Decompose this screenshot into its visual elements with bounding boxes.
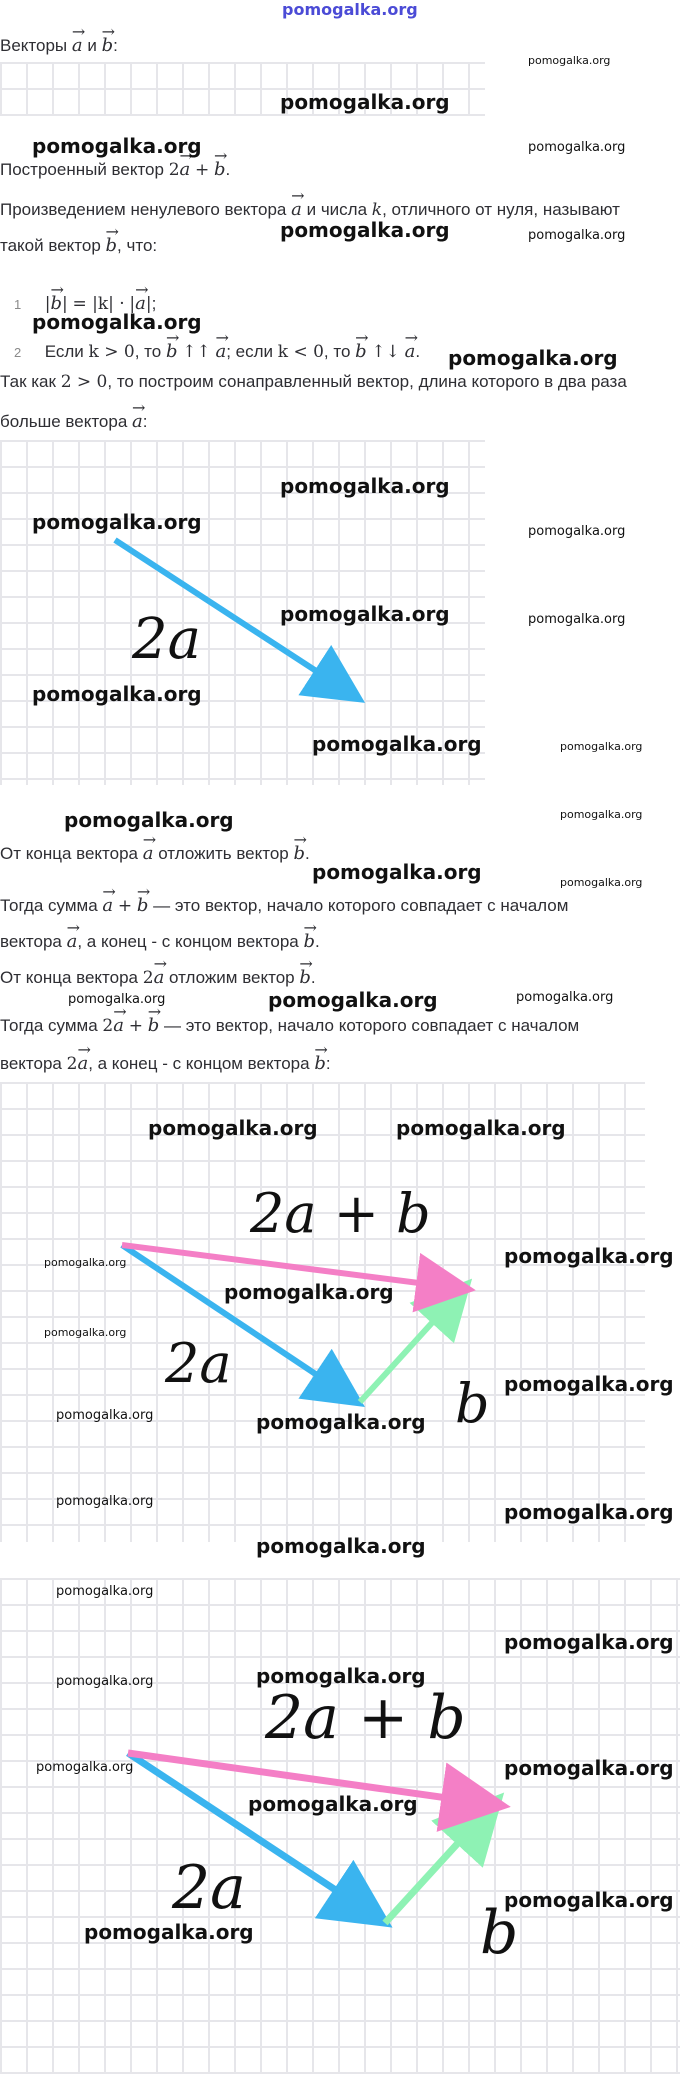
watermark: pomogalka.org (560, 808, 643, 821)
constructed-text: Построенный вектор (0, 160, 164, 179)
watermark: pomogalka.org (44, 1326, 127, 1339)
watermark: pomogalka.org (504, 1888, 674, 1912)
and-word: и (87, 36, 97, 55)
watermark: pomogalka.org (36, 1760, 134, 1775)
vector-a: → a (72, 30, 83, 58)
watermark: pomogalka.org (504, 1756, 674, 1780)
watermark: pomogalka.org (560, 876, 643, 889)
watermark: pomogalka.org (280, 474, 450, 498)
watermark: pomogalka.org (504, 1630, 674, 1654)
watermark: pomogalka.org (280, 90, 450, 114)
figure-2-label-sum: 2a + b (250, 1182, 431, 1245)
watermark: pomogalka.org (504, 1244, 674, 1268)
list-then2-text: , то (323, 342, 351, 361)
list-if-text: Если (44, 342, 84, 361)
then-sum2-text-1: Тогда сумма (0, 1016, 98, 1035)
vector-b: → b (214, 154, 226, 182)
watermark: pomogalka.org (44, 1256, 127, 1269)
vector-b: → b (106, 230, 118, 258)
definition-text-2: и числа (306, 200, 368, 219)
vector-b: → b (293, 838, 305, 866)
watermark: pomogalka.org (448, 346, 618, 370)
list-then-text: , то (134, 342, 162, 361)
watermark: pomogalka.org (32, 682, 202, 706)
put-b2-text: отложим вектор (169, 968, 295, 987)
watermark: pomogalka.org (528, 140, 626, 155)
definition-line-2 (0, 230, 157, 258)
from-end-2a-text: От конца вектора (0, 968, 139, 987)
definition-text-3: , отличного от нуля, называют (382, 200, 620, 219)
watermark: pomogalka.org (56, 1408, 154, 1423)
watermark: pomogalka.org (312, 732, 482, 756)
watermark: pomogalka.org (84, 1920, 254, 1944)
vectors-intro-line: Векторы → a и → b: (0, 30, 118, 58)
vector-a: → a (102, 890, 113, 918)
list-number-2: 2 (14, 345, 22, 360)
vector-b-arrow (385, 1808, 490, 1923)
vector-a-end-line: вектора → a, а конец - с концом вектора → b. (0, 926, 320, 954)
watermark: pomogalka.org (32, 134, 202, 158)
then-sum-text-1: Тогда сумма (0, 896, 98, 915)
vector-2a-end-text: , а конец - с концом вектора (88, 1054, 310, 1073)
vector-a: → a (291, 194, 302, 222)
since-text-1: Так как (0, 372, 56, 391)
list-item-2 (14, 336, 420, 365)
watermark: pomogalka.org (32, 510, 202, 534)
watermark: pomogalka.org (68, 992, 166, 1007)
watermark: pomogalka.org (224, 1280, 394, 1304)
math-k-gt-0: k > 0 (88, 342, 135, 362)
watermark: pomogalka.org (32, 310, 202, 334)
figure-3-label-2a: 2a (172, 1853, 246, 1923)
vector-b: → b (148, 1010, 160, 1038)
figure-2 (0, 1082, 645, 1542)
math-semicolon: ; (151, 294, 157, 313)
vector-b: → b (50, 288, 62, 316)
watermark: pomogalka.org (56, 1584, 154, 1599)
watermark: pomogalka.org (504, 1500, 674, 1524)
vector-a-end-text: , а конец - с концом вектора (77, 932, 299, 951)
list-number-1: 1 (14, 297, 22, 312)
math-two: 2 (168, 160, 180, 180)
vector-b: → b (299, 962, 311, 990)
since-line-2: больше вектора → a: (0, 406, 148, 434)
vector-b: → b (303, 926, 315, 954)
top-watermark: pomogalka.org (282, 0, 418, 19)
since-text-3: больше вектора (0, 412, 128, 431)
math-two: 2 (66, 1054, 78, 1074)
watermark: pomogalka.org (528, 524, 626, 539)
watermark: pomogalka.org (528, 612, 626, 627)
watermark: pomogalka.org (312, 860, 482, 884)
constructed-line: Построенный вектор 2→ a + → b. (0, 154, 230, 182)
vector-2a-arrow (128, 1753, 375, 1916)
vector-a: → a (132, 406, 143, 434)
vector-b: → b (314, 1048, 326, 1076)
definition-text-5: , что: (117, 236, 158, 255)
since-line-1 (0, 370, 627, 394)
vector-b: → b (137, 890, 149, 918)
math-norm-eq: = |k| · (72, 294, 125, 314)
watermark: pomogalka.org (56, 1494, 154, 1509)
vector-a: → a (405, 336, 416, 364)
vector-b: → b (102, 30, 114, 58)
then-sum2-text-2: — это вектор, начало которого совпадает с началом (163, 1016, 580, 1035)
vector-b: → b (355, 336, 367, 364)
watermark: pomogalka.org (280, 602, 450, 626)
vector-a: → a (180, 154, 191, 182)
vectors-word: Векторы (0, 36, 68, 55)
watermark: pomogalka.org (256, 1534, 426, 1558)
figure-3-label-b: b (480, 1898, 519, 1968)
vector-a: → a (143, 838, 154, 866)
from-end-2a-line: От конца вектора 2→ a отложим вектор → b. (0, 962, 316, 990)
vector-a: → a (154, 962, 165, 990)
watermark: pomogalka.org (560, 740, 643, 753)
list-item-1: 1 |→ b| = |k| · |→ a|; (14, 288, 156, 317)
vector-2a-end-line: вектора 2→ a, а конец - с концом вектора → b: (0, 1048, 331, 1076)
vector-b-arrow (360, 1292, 460, 1402)
watermark: pomogalka.org (56, 1674, 154, 1689)
figure-1-label-2a: 2a (132, 607, 202, 672)
math-two: 2 (102, 1016, 114, 1036)
math-dot: . (415, 342, 421, 361)
vector-a: → a (215, 336, 226, 364)
vector-2a-start-text: вектора (0, 1054, 62, 1073)
math-plus: + (117, 896, 133, 916)
since-text-2: , то построим сонаправленный вектор, длина которого в два раза (107, 372, 627, 391)
definition-text-4: такой вектор (0, 236, 101, 255)
watermark: pomogalka.org (280, 218, 450, 242)
vector-a-start-text: вектора (0, 932, 62, 951)
math-two: 2 (142, 968, 154, 988)
watermark: pomogalka.org (528, 54, 611, 67)
watermark: pomogalka.org (528, 228, 626, 243)
watermark: pomogalka.org (64, 808, 234, 832)
figure-3-label-sum: 2a + b (265, 1683, 466, 1753)
figure-2-label-2a: 2a (165, 1332, 232, 1395)
math-k: k (371, 200, 383, 220)
then-sum2-line-1 (0, 1010, 579, 1038)
vector-a: → a (135, 288, 146, 316)
then-sum-line-1 (0, 890, 568, 918)
watermark: pomogalka.org (256, 1664, 426, 1688)
list-else-text: ; если (226, 342, 274, 361)
definition-text-1: Произведением ненулевого вектора (0, 200, 287, 219)
from-end-a-text: От конца вектора (0, 844, 139, 863)
watermark: pomogalka.org (396, 1116, 566, 1140)
vector-b: → b (166, 336, 178, 364)
math-k-lt-0: k < 0 (277, 342, 324, 362)
vector-a: → a (113, 1010, 124, 1038)
math-parallel-opp: ↑↓ (371, 342, 400, 362)
watermark: pomogalka.org (248, 1792, 418, 1816)
watermark: pomogalka.org (268, 988, 438, 1012)
figure-2-label-b: b (455, 1372, 490, 1435)
math-parallel-same: ↑↑ (182, 342, 211, 362)
watermark: pomogalka.org (256, 1410, 426, 1434)
then-sum-text-2: — это вектор, начало которого совпадает с началом (153, 896, 569, 915)
vector-a: → a (77, 1048, 88, 1076)
vector-a: → a (67, 926, 78, 954)
math-plus: + (195, 160, 210, 180)
from-end-a-line: От конца вектора → a отложить вектор → b. (0, 838, 310, 866)
put-b-text: отложить вектор (158, 844, 289, 863)
watermark: pomogalka.org (148, 1116, 318, 1140)
math-plus: + (128, 1016, 143, 1036)
watermark: pomogalka.org (516, 990, 614, 1005)
watermark: pomogalka.org (504, 1372, 674, 1396)
math-two-gt-zero: 2 > 0 (60, 372, 108, 392)
